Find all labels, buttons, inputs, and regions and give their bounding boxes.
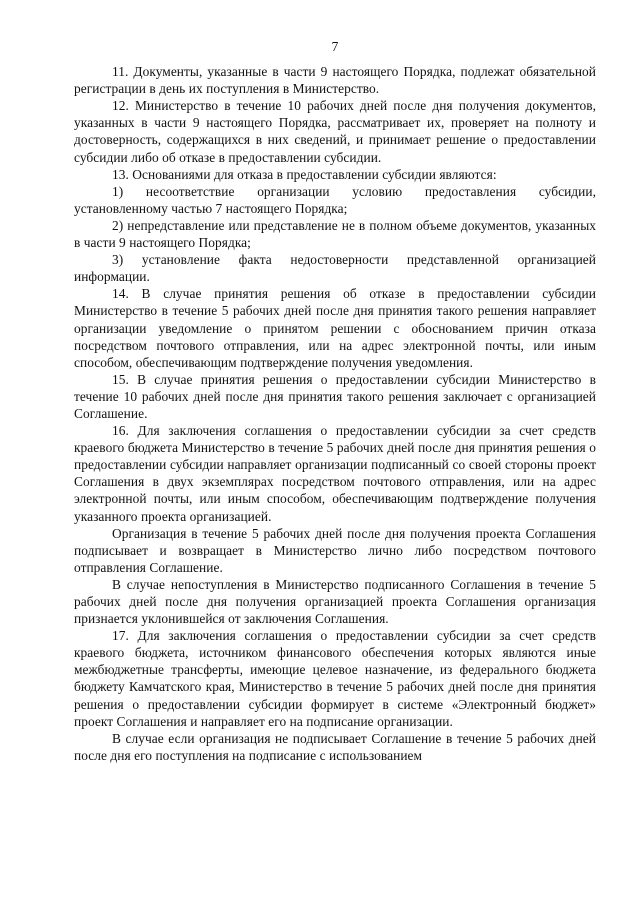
paragraph-12: 12. Министерство в течение 10 рабочих дней после дня получения документов, указанных в части 9 настоящего Порядка, рассматривает их, проверяет на полноту и достоверность, содержащихся в них сведений, и принимает решение о предоставлении субсидии либо об отказе в предоставлении субсидии. <box>74 98 596 165</box>
paragraph-16: 16. Для заключения соглашения о предоставлении субсидии за счет средств краевого бюджета Министерство в течение 5 рабочих дней после дня принятия решения о предоставлении субсидии направляет организации подписанный со своей стороны проект Соглашения в двух экземплярах посредством почтового отправления, или на адрес электронной почты, или иным способом, обеспечивающим подтверждение получения указанного проекта организацией. <box>74 423 596 524</box>
list-item-1: 1) несоответствие организации условию предоставления субсидии, установленному частью 7 настоящего Порядка; <box>74 183 596 216</box>
paragraph-17: 17. Для заключения соглашения о предоставлении субсидии за счет средств краевого бюджета, источником финансового обеспечения которых являются иные межбюджетные трансферты, имеющие целевое назначение, из федерального бюджета бюджету Камчатского края, Министерство в течение 5 рабочих дней после дня принятия решения о предоставлении субсидии формирует в системе «Электронный бюджет» проект Соглашения и направляет его на подписание организации. <box>74 628 596 729</box>
paragraph-16-non-receipt: В случае непоступления в Министерство подписанного Соглашения в течение 5 рабочих дней после дня получения организацией проекта Соглашения организация признается уклонившейся от заключения Соглашения. <box>74 576 596 627</box>
list-item-2: 2) непредставление или представление не в полном объеме документов, указанных в части 9 настоящего Порядка; <box>74 217 596 251</box>
paragraph-17-continuation: В случае если организация не подписывает Соглашение в течение 5 рабочих дней после дня его поступления на подписание с использованием <box>74 730 596 763</box>
list-item-3: 3) установление факта недостоверности представленной организацией информации. <box>74 252 596 285</box>
paragraph-15: 15. В случае принятия решения о предоставлении субсидии Министерство в течение 10 рабочих дней после дня принятия такого решения заключает с организацией Соглашение. <box>74 371 596 421</box>
paragraph-13: 13. Основаниями для отказа в предоставлении субсидии являются: <box>112 166 497 182</box>
paragraph-16-organization: Организация в течение 5 рабочих дней после дня получения проекта Соглашения подписывает и возвращает в Министерство лично либо посредством почтового отправления Соглашение. <box>74 525 596 575</box>
paragraph-14: 14. В случае принятия решения об отказе в предоставлении субсидии Министерство в течение 5 рабочих дней после дня принятия такого решения направляет организации уведомление о принятом решении с обоснованием причин отказа посредством почтового отправления, или на адрес электронной почты, или иным способом, обеспечивающим подтверждение получения уведомления. <box>74 286 596 370</box>
page-number: 7 <box>331 39 339 54</box>
document-page <box>74 38 596 764</box>
paragraph-11: 11. Документы, указанные в части 9 настоящего Порядка, подлежат обязательной регистрации в день их поступления в Министерство. <box>74 64 596 97</box>
